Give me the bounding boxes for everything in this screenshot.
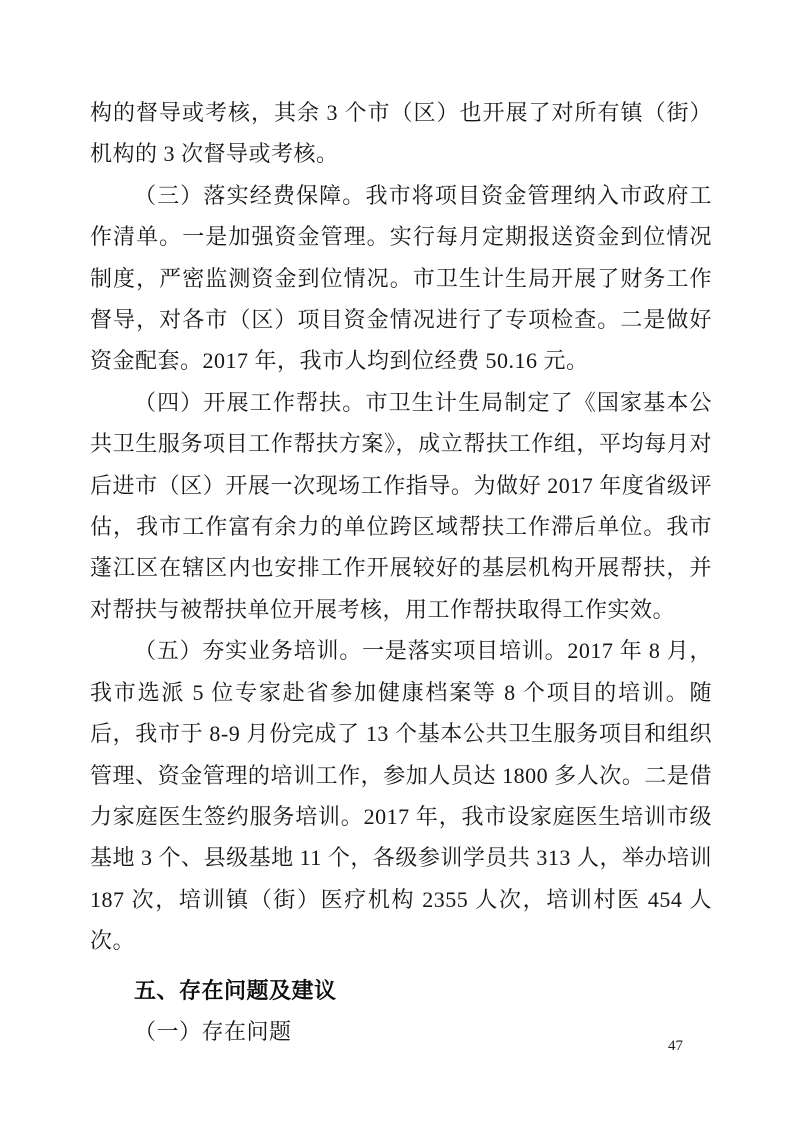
paragraph: 构的督导或考核，其余 3 个市（区）也开展了对所有镇（街）机构的 3 次督导或考核。 — [90, 100, 712, 167]
sub-section-heading: （一）存在问题 — [134, 1018, 292, 1044]
page-number: 47 — [668, 1038, 683, 1054]
page-body — [90, 92, 712, 1052]
paragraph: （四）开展工作帮扶。市卫生计生局制定了《国家基本公共卫生服务项目工作帮扶方案》，成立帮扶工作组，平均每月对后进市（区）开展一次现场工作指导。为做好 2017 年度省级评估，我市工作富有余力的单位跨区域帮扶工作滞后单位。我市蓬江区在辖区内也安排工作开展较好的基层机构开展帮扶，并对帮扶与被帮扶单位开展考核，用工作帮扶取得工作实效。 — [90, 389, 712, 622]
paragraph: （五）夯实业务培训。一是落实项目培训。2017 年 8 月，我市选派 5 位专家赴省参加健康档案等 8 个项目的培训。随后，我市于 8-9 月份完成了 13 个基本公共卫生服务项目和组织管理、资金管理的培训工作，参加人员达 1800 多人次。二是借力家庭医生签约服务培训。2017 年，我市设家庭医生培训市级基地 3 个、县级基地 11 个，各级参训学员共 313 人，举办培训 187 次，培训镇（街）医疗机构 2355 人次，培训村医 454 人次。 — [90, 638, 712, 954]
paragraph: （三）落实经费保障。我市将项目资金管理纳入市政府工作清单。一是加强资金管理。实行每月定期报送资金到位情况制度，严密监测资金到位情况。市卫生计生局开展了财务工作督导，对各市（区）项目资金情况进行了专项检查。二是做好资金配套。2017 年，我市人均到位经费 50.16 元。 — [90, 182, 712, 374]
section-heading: 五、存在问题及建议 — [134, 977, 337, 1003]
